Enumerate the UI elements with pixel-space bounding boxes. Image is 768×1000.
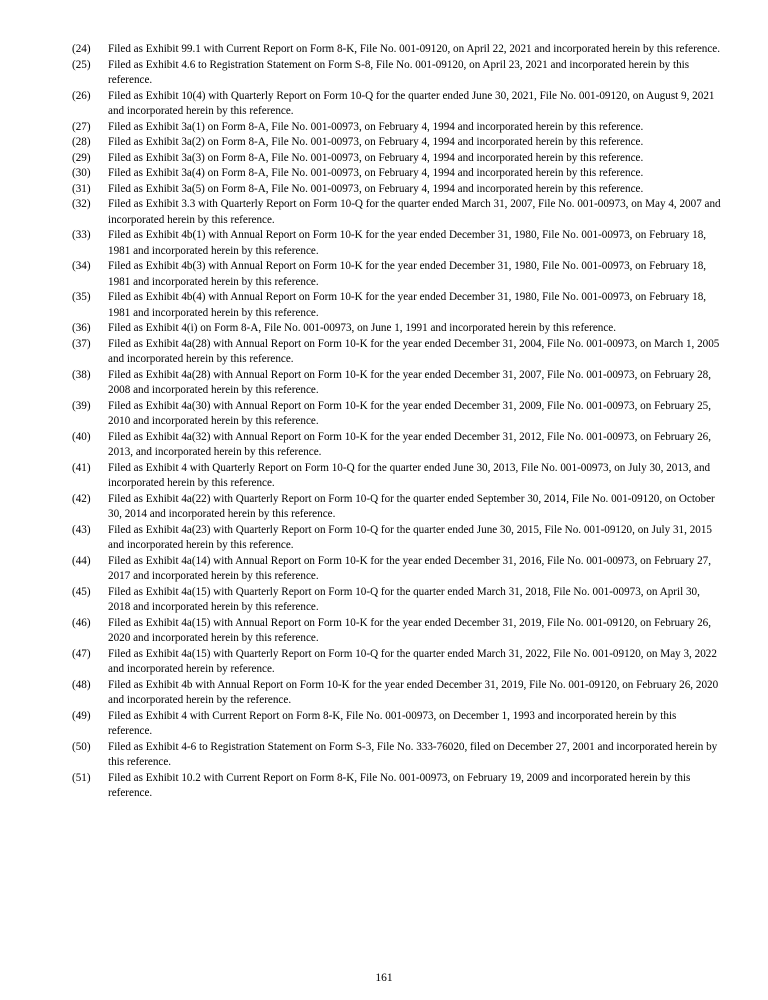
footnote-text: Filed as Exhibit 4a(15) with Annual Report on Form 10-K for the year ended December 31, 2019, File No. 001-09120, on February 26, 2020 and incorporated herein by this reference. <box>108 616 712 644</box>
footnote-item <box>72 58 722 89</box>
footnote-text: Filed as Exhibit 10.2 with Current Report on Form 8-K, File No. 001-00973, on February 19, 2009 and incorporated herein by this reference. <box>108 771 691 799</box>
footnote-text: Filed as Exhibit 4b(1) with Annual Report on Form 10-K for the year ended December 31, 1980, File No. 001-00973, on February 18, 1981 and incorporated herein by this reference. <box>108 229 707 257</box>
footnote-item <box>72 182 722 198</box>
footnote-item <box>72 554 722 585</box>
footnote-item <box>72 461 722 492</box>
footnote-text: Filed as Exhibit 3a(3) on Form 8-A, File No. 001-00973, on February 4, 1994 and incorporated herein by this reference. <box>108 151 644 164</box>
footnote-item <box>72 585 722 616</box>
footnote-number: (45) <box>72 585 91 598</box>
footnote-text: Filed as Exhibit 4a(28) with Annual Report on Form 10-K for the year ended December 31, 2004, File No. 001-00973, on March 1, 2005 and incorporated herein by this reference. <box>108 337 720 365</box>
footnote-text: Filed as Exhibit 4a(28) with Annual Report on Form 10-K for the year ended December 31, 2007, File No. 001-00973, on February 28, 2008 and incorporated herein by this reference. <box>108 368 712 396</box>
footnote-number: (43) <box>72 523 91 536</box>
footnote-item <box>72 89 722 120</box>
footnote-text: Filed as Exhibit 4(i) on Form 8-A, File No. 001-00973, on June 1, 1991 and incorporated herein by this reference. <box>108 322 617 334</box>
footnote-item <box>72 135 722 151</box>
footnote-text: Filed as Exhibit 3.3 with Quarterly Report on Form 10-Q for the quarter ended March 31, 2007, File No. 001-00973, on May 4, 2007 and incorporated herein by this reference. <box>108 198 721 226</box>
footnote-number: (40) <box>72 430 91 443</box>
footnote-text: Filed as Exhibit 3a(4) on Form 8-A, File No. 001-00973, on February 4, 1994 and incorporated herein by this reference. <box>108 167 644 179</box>
footnote-item <box>72 197 722 228</box>
footnote-number: (39) <box>72 399 91 412</box>
footnote-text: Filed as Exhibit 4a(15) with Quarterly Report on Form 10-Q for the quarter ended March 31, 2022, File No. 001-09120, on May 3, 2022 and incorporated herein by reference. <box>108 647 717 675</box>
footnote-text: Filed as Exhibit 3a(5) on Form 8-A, File No. 001-00973, on February 4, 1994 and incorporated herein by this reference. <box>108 182 644 195</box>
footnote-number: (30) <box>72 167 91 179</box>
footnote-item <box>72 399 722 430</box>
footnote-item <box>72 709 722 740</box>
footnote-number: (38) <box>72 368 91 381</box>
footnote-text: Filed as Exhibit 4a(14) with Annual Report on Form 10-K for the year ended December 31, 2016, File No. 001-00973, on February 27, 2017 and incorporated herein by this reference. <box>108 554 712 582</box>
exhibit-footnote-list <box>72 42 722 802</box>
footnote-number: (25) <box>72 58 91 71</box>
footnote-number: (47) <box>72 647 91 660</box>
footnote-text: Filed as Exhibit 4.6 to Registration Statement on Form S-8, File No. 001-09120, on April 23, 2021 and incorporated herein by this reference. <box>108 58 690 86</box>
footnote-item <box>72 337 722 368</box>
footnote-item <box>72 151 722 167</box>
footnote-item <box>72 368 722 399</box>
footnote-item <box>72 321 722 337</box>
footnote-item <box>72 678 722 709</box>
footnote-number: (35) <box>72 291 91 303</box>
footnote-text: Filed as Exhibit 4-6 to Registration Statement on Form S-3, File No. 333-76020, filed on December 27, 2001 and incorporated herein by this reference. <box>108 740 718 768</box>
footnote-text: Filed as Exhibit 3a(1) on Form 8-A, File No. 001-00973, on February 4, 1994 and incorporated herein by this reference. <box>108 120 644 133</box>
footnote-item <box>72 42 722 58</box>
footnote-text: Filed as Exhibit 4 with Quarterly Report on Form 10-Q for the quarter ended June 30, 2013, File No. 001-00973, on July 30, 2013, and incorporated herein by this reference. <box>108 461 711 489</box>
footnote-number: (44) <box>72 554 91 567</box>
footnote-number: (34) <box>72 260 91 272</box>
footnote-number: (26) <box>72 89 91 102</box>
footnote-item <box>72 771 722 802</box>
footnote-item <box>72 740 722 771</box>
footnote-text: Filed as Exhibit 4a(30) with Annual Report on Form 10-K for the year ended December 31, 2009, File No. 001-00973, on February 25, 2010 and incorporated herein by this reference. <box>108 399 712 427</box>
footnote-text: Filed as Exhibit 4b(3) with Annual Report on Form 10-K for the year ended December 31, 1980, File No. 001-00973, on February 18, 1981 and incorporated herein by this reference. <box>108 260 707 288</box>
footnote-number: (51) <box>72 771 91 784</box>
footnote-number: (31) <box>72 182 91 195</box>
footnote-text: Filed as Exhibit 3a(2) on Form 8-A, File No. 001-00973, on February 4, 1994 and incorporated herein by this reference. <box>108 136 644 148</box>
footnote-item <box>72 120 722 136</box>
footnote-number: (41) <box>72 461 91 474</box>
footnote-number: (37) <box>72 337 91 350</box>
footnote-item <box>72 228 722 259</box>
footnote-number: (29) <box>72 151 91 164</box>
footnote-number: (48) <box>72 678 91 691</box>
footnote-item <box>72 523 722 554</box>
footnote-number: (33) <box>72 229 91 241</box>
footnote-item <box>72 616 722 647</box>
footnote-number: (32) <box>72 198 91 210</box>
footnote-text: Filed as Exhibit 4a(15) with Quarterly Report on Form 10-Q for the quarter ended March 31, 2018, File No. 001-00973, on April 30, 2018 and incorporated herein by this reference. <box>108 585 700 613</box>
footnote-item <box>72 430 722 461</box>
footnote-text: Filed as Exhibit 4b with Annual Report on Form 10-K for the year ended December 31, 2019, File No. 001-09120, on February 26, 2020 and incorporated herein by the reference. <box>108 678 719 706</box>
footnote-item <box>72 259 722 290</box>
footnote-text: Filed as Exhibit 4a(32) with Annual Report on Form 10-K for the year ended December 31, 2012, File No. 001-00973, on February 26, 2013, and incorporated herein by this reference. <box>108 430 712 458</box>
footnote-number: (50) <box>72 740 91 753</box>
footnote-number: (42) <box>72 492 91 505</box>
footnote-item <box>72 166 722 182</box>
footnote-text: Filed as Exhibit 99.1 with Current Report on Form 8-K, File No. 001-09120, on April 22, 2021 and incorporated herein by this reference. <box>108 43 721 55</box>
footnote-item <box>72 492 722 523</box>
footnote-number: (28) <box>72 136 91 148</box>
footnote-text: Filed as Exhibit 4a(23) with Quarterly Report on Form 10-Q for the quarter ended June 30, 2015, File No. 001-09120, on July 31, 2015 and incorporated herein by this reference. <box>108 523 712 551</box>
footnote-text: Filed as Exhibit 4 with Current Report on Form 8-K, File No. 001-00973, on December 1, 1993 and incorporated herein by this reference. <box>108 709 677 737</box>
footnote-number: (36) <box>72 322 91 334</box>
page-number: 161 <box>375 972 393 984</box>
footnote-number: (49) <box>72 709 91 722</box>
footnote-text: Filed as Exhibit 4a(22) with Quarterly Report on Form 10-Q for the quarter ended September 30, 2014, File No. 001-09120, on October 30, 2014 and incorporated herein by this reference. <box>108 492 715 520</box>
footnote-number: (27) <box>72 120 91 133</box>
footnote-number: (24) <box>72 43 91 55</box>
footnote-text: Filed as Exhibit 10(4) with Quarterly Report on Form 10-Q for the quarter ended June 30, 2021, File No. 001-09120, on August 9, 2021 and incorporated herein by this reference. <box>108 89 715 117</box>
footnote-number: (46) <box>72 616 91 629</box>
footnote-item <box>72 290 722 321</box>
footnote-text: Filed as Exhibit 4b(4) with Annual Report on Form 10-K for the year ended December 31, 1980, File No. 001-00973, on February 18, 1981 and incorporated herein by this reference. <box>108 291 707 319</box>
footnote-item <box>72 647 722 678</box>
